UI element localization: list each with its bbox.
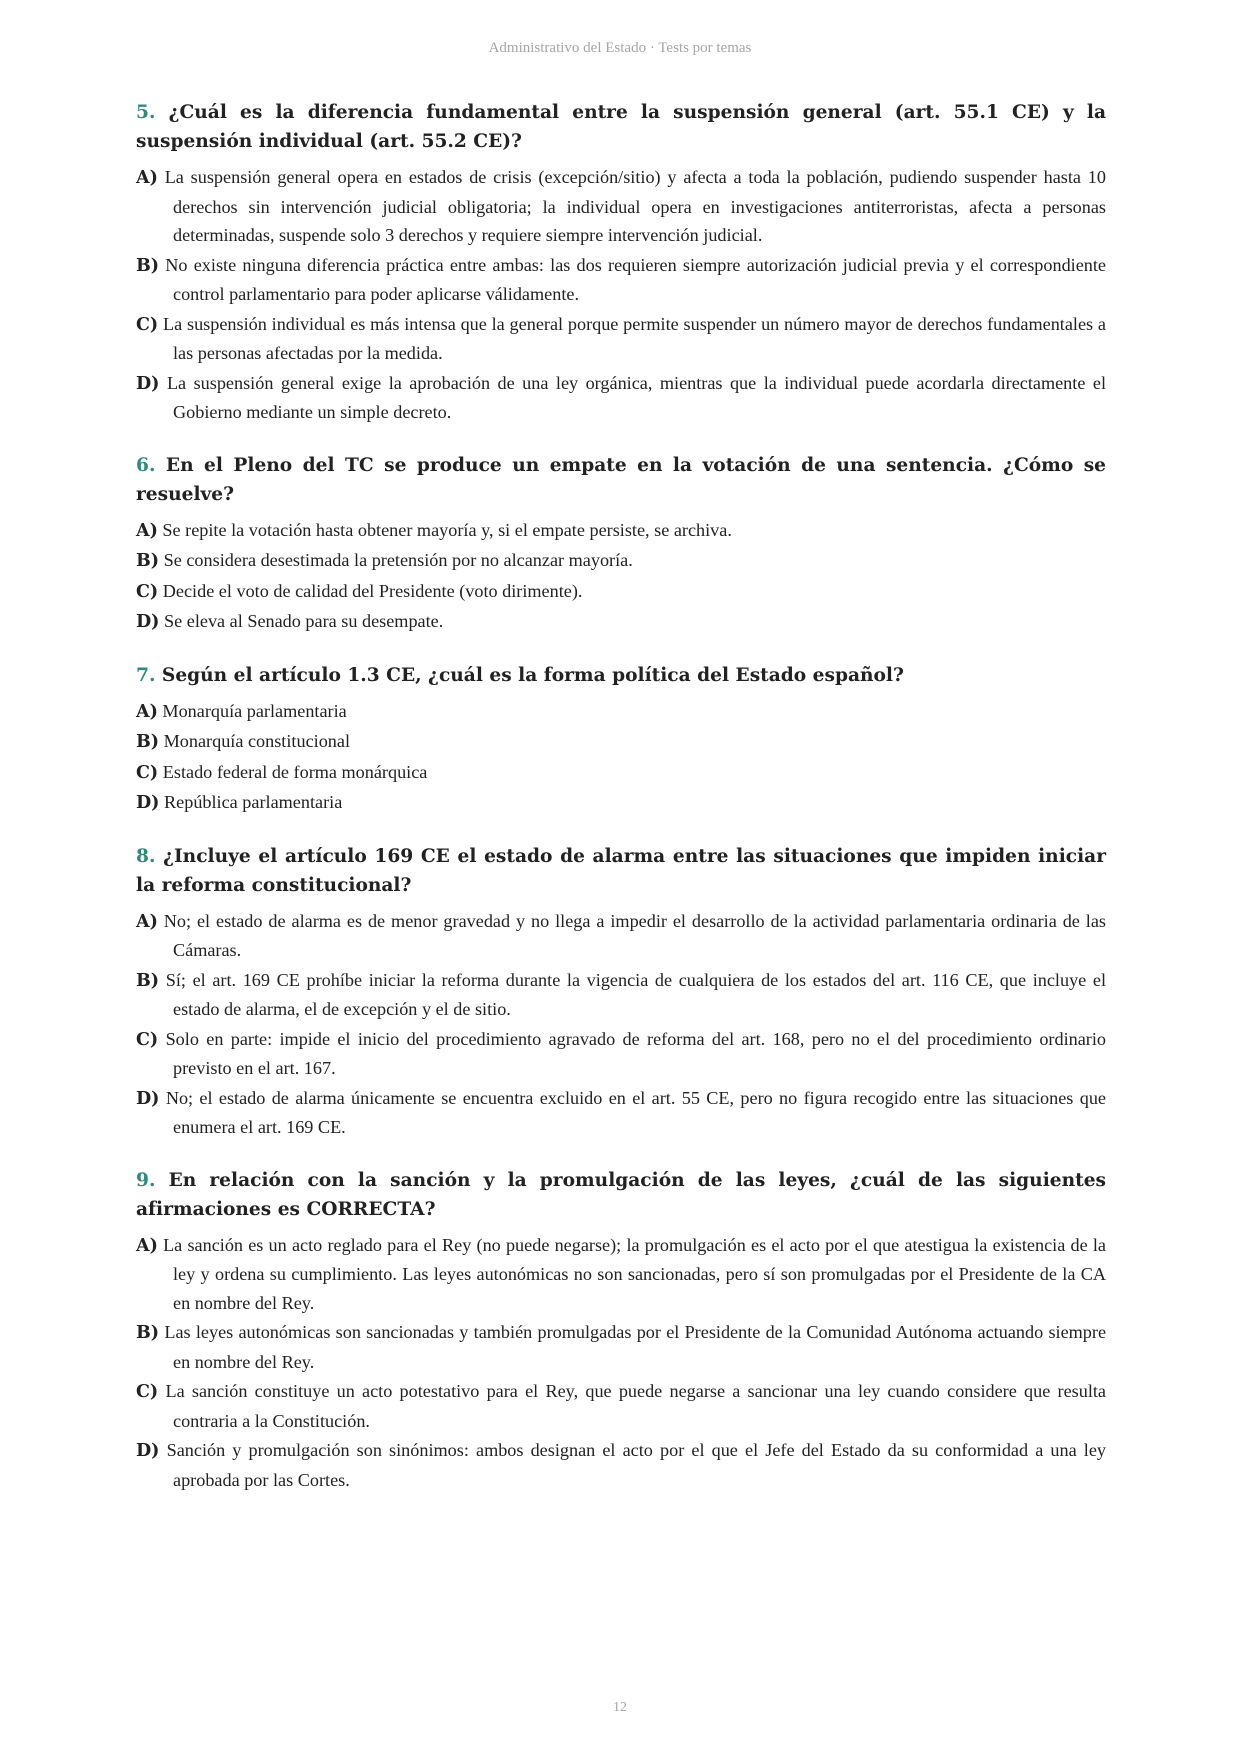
option-text: Sí; el art. 169 CE prohíbe iniciar la reforma durante la vigencia de cualquiera de los estados del art. 116 CE, que incluye el estado de alarma, el de excepción y el de sitio.	[165, 969, 1106, 1019]
question-number: 8.	[136, 845, 156, 867]
option-text: República parlamentaria	[164, 792, 343, 812]
option-text: No; el estado de alarma es de menor gravedad y no llega a impedir el desarrollo de la actividad parlamentaria ordinaria de las Cámaras.	[163, 910, 1106, 960]
option-letter: A)	[136, 911, 158, 932]
option-letter: A)	[136, 168, 158, 188]
answer-option-a	[136, 163, 1106, 250]
option-letter: B)	[136, 1323, 160, 1343]
answer-option-c	[136, 310, 1106, 368]
question-number: 5.	[136, 102, 156, 123]
question-title	[136, 842, 1106, 900]
option-text: Monarquía parlamentaria	[162, 700, 347, 721]
answer-option-d	[136, 1436, 1106, 1494]
option-letter: C)	[136, 1029, 159, 1050]
question-number: 7.	[136, 664, 156, 686]
option-text: Se repite la votación hasta obtener mayoría y, si el empate persiste, se archiva.	[162, 519, 732, 540]
question-8	[136, 842, 1106, 1142]
option-text: Se eleva al Senado para su desempate.	[164, 611, 444, 631]
option-text: Se considera desestimada la pretensión por no alcanzar mayoría.	[163, 550, 633, 570]
question-6	[136, 451, 1106, 637]
question-number: 6.	[136, 454, 156, 476]
option-text: La suspensión individual es más intensa que la general porque permite suspender un número mayor de derechos fundamentales a las personas afectadas por la medida.	[163, 313, 1107, 363]
option-text: Sanción y promulgación son sinónimos: ambos designan el acto por el que el Jefe del Estado da su conformidad a una ley aprobada por las Cortes.	[166, 1440, 1107, 1490]
answer-option-c	[136, 758, 1106, 788]
answer-option-b	[136, 546, 1106, 576]
answer-option-c	[136, 577, 1106, 607]
option-text: La suspensión general exige la aprobación de una ley orgánica, mientras que la individual puede acordarla directamente el Gobierno mediante un simple decreto.	[166, 372, 1106, 422]
question-title	[136, 661, 1106, 690]
option-letter: C)	[136, 762, 159, 783]
option-text: Decide el voto de calidad del Presidente (voto dirimente).	[162, 580, 583, 601]
option-text: La suspensión general opera en estados de crisis (excepción/sitio) y afecta a toda la población, pudiendo suspender hasta 10 derechos sin intervención judicial obligatoria; la individual opera en investigaciones antiterroristas, afecta a personas determinadas, suspende solo 3 derechos y requiere siempre intervención judicial.	[164, 167, 1106, 245]
answer-option-b	[136, 1318, 1106, 1376]
question-7	[136, 661, 1106, 818]
question-text: ¿Cuál es la diferencia fundamental entre la suspensión general (art. 55.1 CE) y la suspensión individual (art. 55.2 CE)?	[136, 102, 1106, 152]
answer-option-b	[136, 251, 1106, 309]
answer-option-a	[136, 697, 1106, 727]
answer-option-a	[136, 1231, 1106, 1318]
question-text: En relación con la sanción y la promulgación de las leyes, ¿cuál de las siguientes afirmaciones es CORRECTA?	[136, 1169, 1106, 1220]
option-letter: A)	[136, 701, 158, 722]
answer-option-a	[136, 516, 1106, 546]
option-letter: B)	[136, 255, 160, 276]
question-text: ¿Incluye el artículo 169 CE el estado de alarma entre las situaciones que impiden iniciar la reforma constitucional?	[136, 845, 1106, 896]
answer-option-d	[136, 607, 1106, 637]
option-text: Las leyes autonómicas son sancionadas y también promulgadas por el Presidente de la Comunidad Autónoma actuando siempre en nombre del Rey.	[164, 1322, 1107, 1372]
option-letter: B)	[136, 732, 160, 752]
answer-option-b	[136, 727, 1106, 757]
question-text: En el Pleno del TC se produce un empate en la votación de una sentencia. ¿Cómo se resuelve?	[136, 454, 1106, 505]
option-text: No; el estado de alarma únicamente se encuentra excluido en el art. 55 CE, pero no figura recogido entre las situaciones que enumera el art. 169 CE.	[165, 1087, 1106, 1137]
option-letter: D)	[136, 793, 160, 813]
option-text: Solo en parte: impide el inicio del procedimiento agravado de reforma del art. 168, pero no el del procedimiento ordinario previsto en el art. 167.	[165, 1028, 1106, 1078]
option-letter: B)	[136, 970, 160, 991]
option-letter: D)	[136, 1441, 160, 1461]
option-letter: A)	[136, 1235, 158, 1256]
option-text: Monarquía constitucional	[163, 731, 351, 751]
answer-option-d	[136, 369, 1106, 427]
answer-option-b	[136, 966, 1106, 1024]
option-letter: C)	[136, 581, 159, 602]
question-text: Según el artículo 1.3 CE, ¿cuál es la forma política del Estado español?	[161, 664, 904, 686]
option-text: No existe ninguna diferencia práctica entre ambas: las dos requieren siempre autorización judicial previa y el correspondiente control parlamentario para poder aplicarse válidamente.	[165, 254, 1107, 304]
answer-option-c	[136, 1377, 1106, 1435]
option-letter: B)	[136, 551, 160, 571]
option-letter: C)	[136, 1382, 159, 1402]
answer-option-d	[136, 1084, 1106, 1142]
option-letter: D)	[136, 1088, 160, 1109]
question-title	[136, 1166, 1106, 1224]
option-text: La sanción constituye un acto potestativo para el Rey, que puede negarse a sancionar una ley cuando considere que resulta contraria a la Constitución.	[165, 1381, 1107, 1431]
option-letter: A)	[136, 520, 158, 541]
option-letter: C)	[136, 314, 159, 335]
answer-option-a	[136, 907, 1106, 965]
page-number: 12	[613, 1700, 627, 1715]
question-title	[136, 451, 1106, 509]
question-number: 9.	[136, 1169, 156, 1191]
answer-option-c	[136, 1025, 1106, 1083]
option-letter: D)	[136, 373, 160, 394]
option-letter: D)	[136, 612, 160, 632]
answer-option-d	[136, 788, 1106, 818]
question-9	[136, 1166, 1106, 1495]
option-text: La sanción es un acto reglado para el Rey (no puede negarse); la promulgación es el acto por el que atestigua la existencia de la ley y ordena su cumplimiento. Las leyes autonómicas no son sancionadas, pero sí son promulgadas por el Presidente de la CA en nombre del Rey.	[163, 1234, 1106, 1313]
questions-list	[136, 98, 1106, 1518]
running-header: Administrativo del Estado · Tests por temas	[488, 40, 752, 56]
question-title	[136, 98, 1106, 156]
option-text: Estado federal de forma monárquica	[162, 761, 428, 782]
question-5	[136, 98, 1106, 427]
